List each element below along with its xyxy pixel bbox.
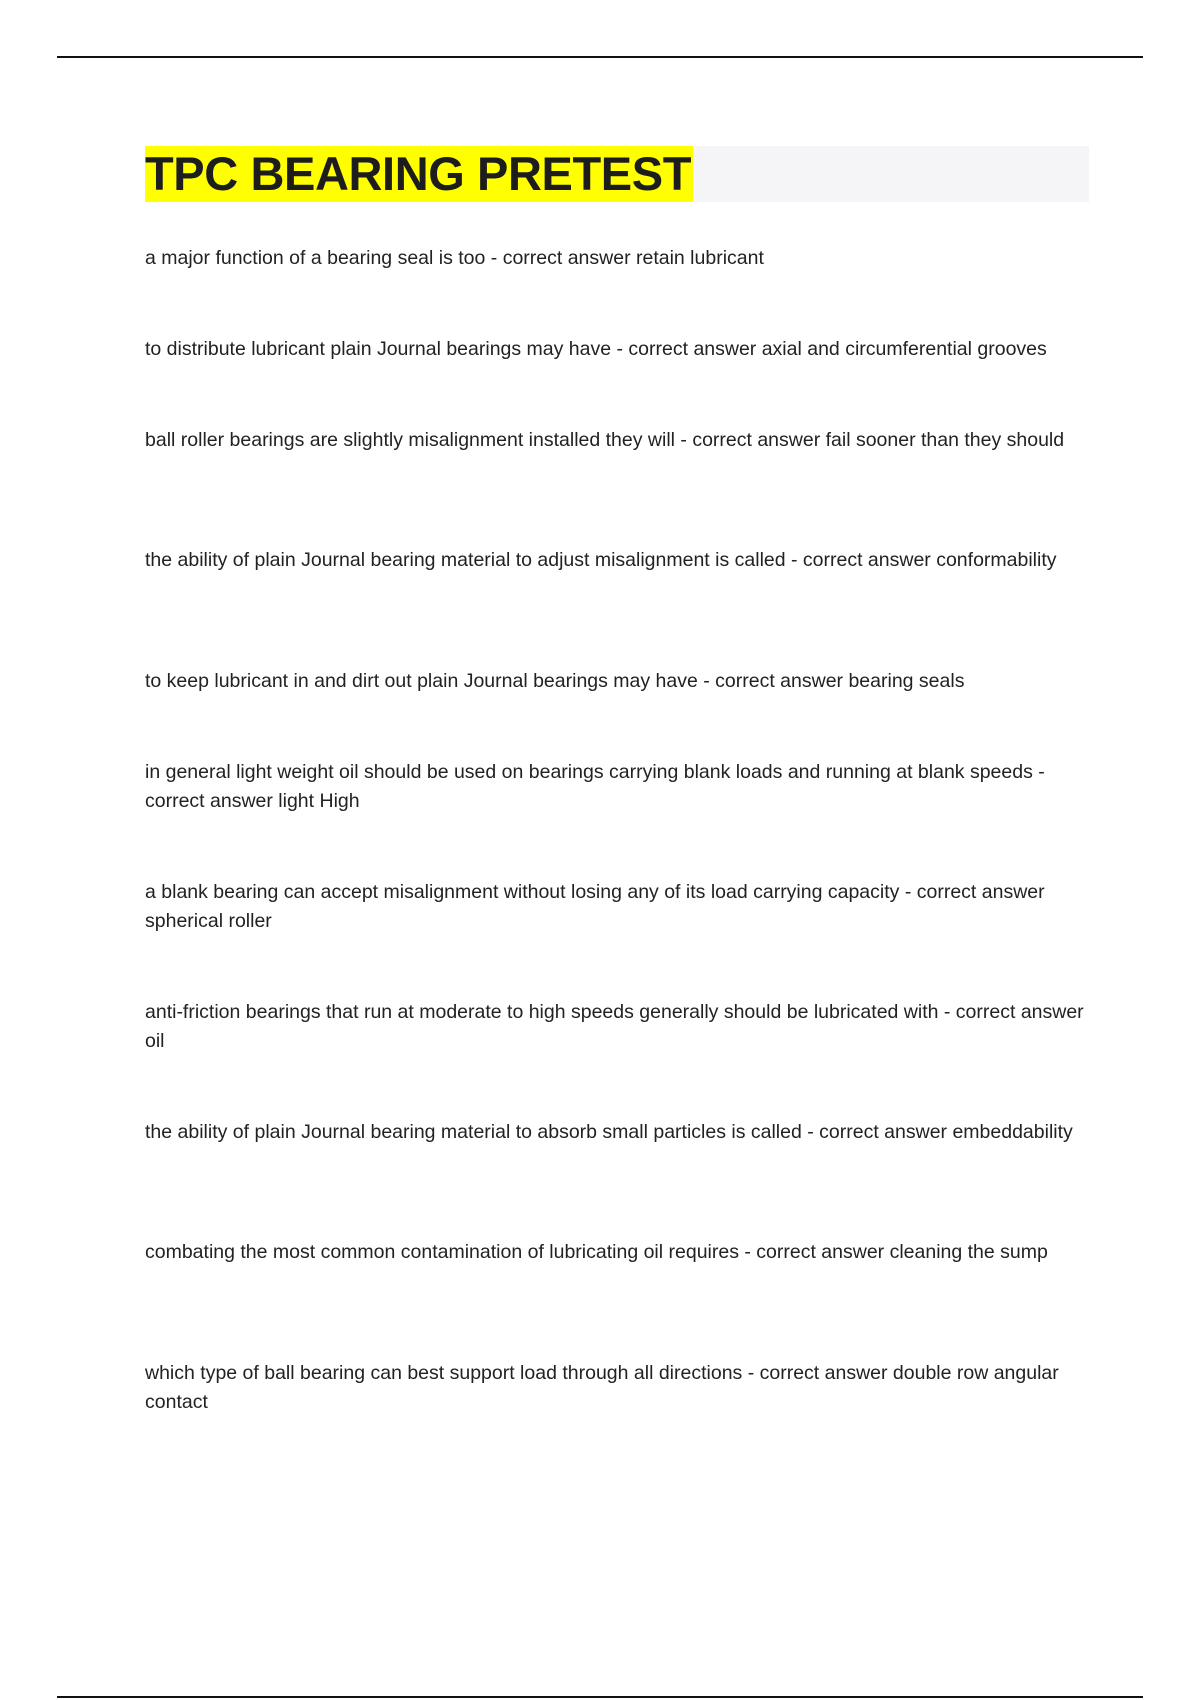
qa-item: ball roller bearings are slightly misalignment installed they will - correct answer fail sooner than they should xyxy=(145,429,1065,451)
document-title: TPC BEARING PRETEST xyxy=(145,147,692,200)
qa-item: combating the most common contamination of lubricating oil requires - correct answer cleaning the sump xyxy=(145,1241,1048,1263)
qa-item: a blank bearing can accept misalignment without losing any of its load carrying capacity - correct answer spherical roller xyxy=(145,881,1045,932)
qa-item: the ability of plain Journal bearing material to adjust misalignment is called - correct answer conformability xyxy=(145,549,1057,571)
top-divider xyxy=(57,56,1143,58)
qa-item: to distribute lubricant plain Journal bearings may have - correct answer axial and circumferential grooves xyxy=(145,338,1047,360)
qa-item: the ability of plain Journal bearing material to absorb small particles is called - correct answer embeddability xyxy=(145,1121,1073,1143)
qa-item: a major function of a bearing seal is too - correct answer retain lubricant xyxy=(145,247,764,269)
bottom-divider xyxy=(57,1696,1143,1698)
qa-item: which type of ball bearing can best support load through all directions - correct answer double row angular contact xyxy=(145,1362,1059,1413)
qa-item: in general light weight oil should be used on bearings carrying blank loads and running at blank speeds - correct answer light High xyxy=(145,761,1045,812)
title-banner xyxy=(145,146,1089,202)
qa-item: to keep lubricant in and dirt out plain Journal bearings may have - correct answer bearing seals xyxy=(145,670,965,692)
qa-item: anti-friction bearings that run at moderate to high speeds generally should be lubricated with - correct answer oil xyxy=(145,1001,1084,1052)
